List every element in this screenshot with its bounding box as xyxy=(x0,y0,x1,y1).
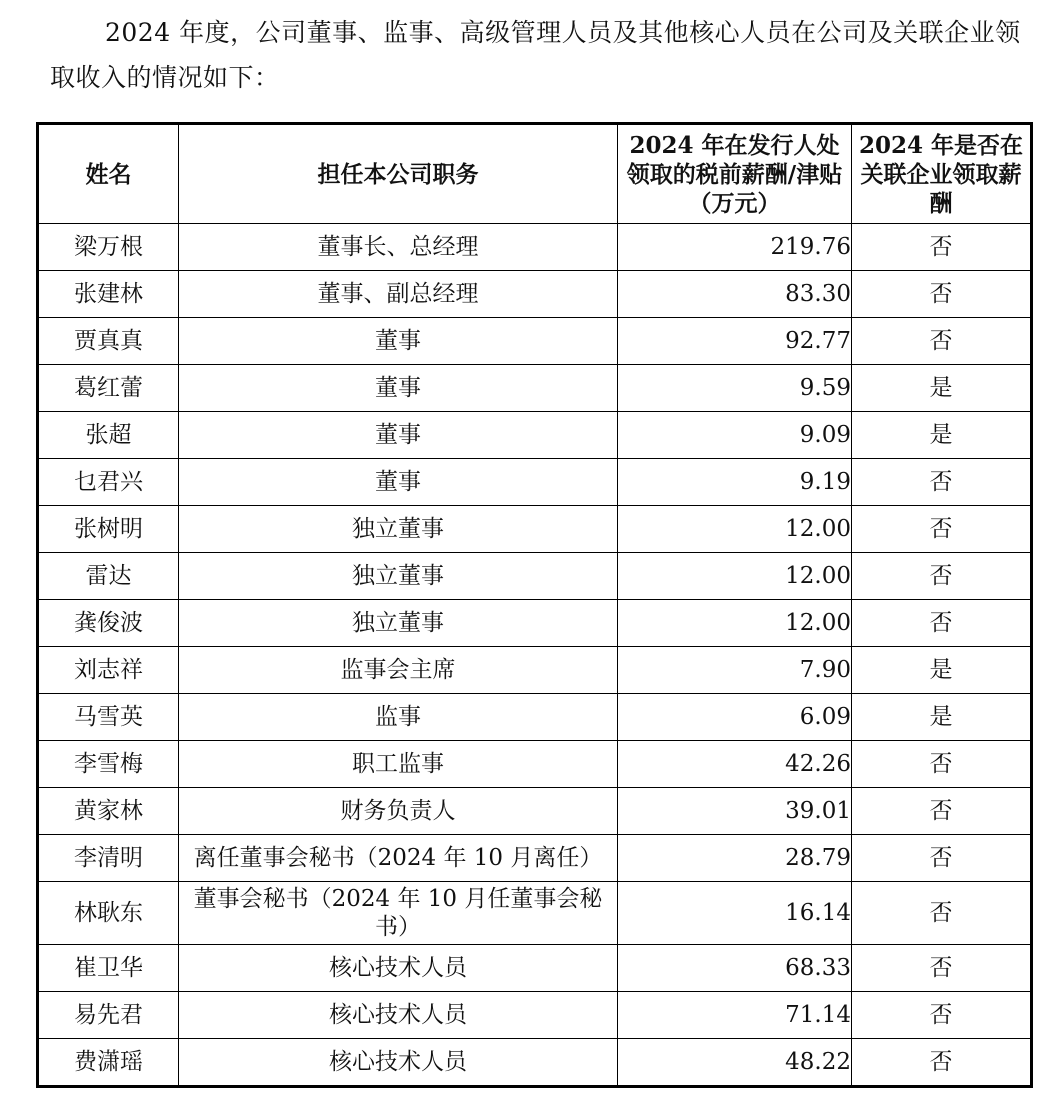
cell-position: 董事 xyxy=(179,365,618,412)
cell-pay: 219.76 xyxy=(618,224,852,271)
cell-pay: 12.00 xyxy=(618,506,852,553)
table-row xyxy=(38,553,1032,600)
cell-name: 张超 xyxy=(38,412,179,459)
cell-position: 董事 xyxy=(179,459,618,506)
cell-related: 否 xyxy=(852,271,1032,318)
cell-related: 否 xyxy=(852,459,1032,506)
cell-related: 是 xyxy=(852,647,1032,694)
intro-paragraph: 2024 年度，公司董事、监事、高级管理人员及其他核心人员在公司及关联企业领取收入的情况如下： xyxy=(50,18,1021,92)
cell-position: 独立董事 xyxy=(179,600,618,647)
table-row xyxy=(38,365,1032,412)
cell-name: 乜君兴 xyxy=(38,459,179,506)
cell-pay: 9.09 xyxy=(618,412,852,459)
table-row xyxy=(38,992,1032,1039)
cell-position: 独立董事 xyxy=(179,506,618,553)
header-pay: 2024 年在发行人处领取的税前薪酬/津贴（万元） xyxy=(618,124,852,224)
table-row xyxy=(38,1039,1032,1087)
cell-name: 雷达 xyxy=(38,553,179,600)
cell-related: 否 xyxy=(852,553,1032,600)
cell-position: 监事会主席 xyxy=(179,647,618,694)
cell-related: 否 xyxy=(852,506,1032,553)
cell-related: 否 xyxy=(852,318,1032,365)
cell-pay: 9.19 xyxy=(618,459,852,506)
header-name: 姓名 xyxy=(38,124,179,224)
cell-position: 离任董事会秘书（2024 年 10 月离任） xyxy=(179,835,618,882)
cell-name: 崔卫华 xyxy=(38,945,179,992)
cell-pay: 16.14 xyxy=(618,882,852,945)
cell-related: 否 xyxy=(852,788,1032,835)
cell-position: 独立董事 xyxy=(179,553,618,600)
cell-pay: 48.22 xyxy=(618,1039,852,1087)
table-row xyxy=(38,788,1032,835)
cell-name: 易先君 xyxy=(38,992,179,1039)
cell-pay: 71.14 xyxy=(618,992,852,1039)
cell-name: 李雪梅 xyxy=(38,741,179,788)
cell-pay: 39.01 xyxy=(618,788,852,835)
cell-position: 董事、副总经理 xyxy=(179,271,618,318)
cell-name: 张树明 xyxy=(38,506,179,553)
cell-related: 否 xyxy=(852,600,1032,647)
table-row xyxy=(38,945,1032,992)
cell-position: 财务负责人 xyxy=(179,788,618,835)
cell-pay: 7.90 xyxy=(618,647,852,694)
header-position: 担任本公司职务 xyxy=(179,124,618,224)
compensation-table xyxy=(36,122,1033,1088)
cell-pay: 12.00 xyxy=(618,600,852,647)
cell-name: 张建林 xyxy=(38,271,179,318)
cell-related: 否 xyxy=(852,835,1032,882)
cell-related: 是 xyxy=(852,412,1032,459)
cell-related: 否 xyxy=(852,1039,1032,1087)
table-row xyxy=(38,459,1032,506)
cell-name: 龚俊波 xyxy=(38,600,179,647)
cell-related: 否 xyxy=(852,945,1032,992)
cell-pay: 6.09 xyxy=(618,694,852,741)
cell-related: 否 xyxy=(852,741,1032,788)
cell-name: 刘志祥 xyxy=(38,647,179,694)
cell-name: 黄家林 xyxy=(38,788,179,835)
table-row xyxy=(38,271,1032,318)
cell-position: 职工监事 xyxy=(179,741,618,788)
cell-pay: 28.79 xyxy=(618,835,852,882)
cell-name: 贾真真 xyxy=(38,318,179,365)
cell-name: 马雪英 xyxy=(38,694,179,741)
table-row xyxy=(38,412,1032,459)
cell-position: 董事长、总经理 xyxy=(179,224,618,271)
cell-position: 核心技术人员 xyxy=(179,992,618,1039)
table-row xyxy=(38,506,1032,553)
header-related: 2024 年是否在关联企业领取薪酬 xyxy=(852,124,1032,224)
table-row xyxy=(38,318,1032,365)
cell-pay: 68.33 xyxy=(618,945,852,992)
cell-related: 否 xyxy=(852,992,1032,1039)
table-row xyxy=(38,647,1032,694)
cell-position: 核心技术人员 xyxy=(179,945,618,992)
table-row xyxy=(38,741,1032,788)
cell-related: 否 xyxy=(852,882,1032,945)
cell-name: 梁万根 xyxy=(38,224,179,271)
cell-position: 监事 xyxy=(179,694,618,741)
cell-position: 董事 xyxy=(179,412,618,459)
cell-related: 否 xyxy=(852,224,1032,271)
cell-name: 费潇瑶 xyxy=(38,1039,179,1087)
cell-position: 董事会秘书（2024 年 10 月任董事会秘书） xyxy=(179,882,618,945)
cell-position: 核心技术人员 xyxy=(179,1039,618,1087)
cell-name: 林耿东 xyxy=(38,882,179,945)
table-row xyxy=(38,694,1032,741)
cell-name: 李清明 xyxy=(38,835,179,882)
table-row xyxy=(38,882,1032,945)
cell-pay: 83.30 xyxy=(618,271,852,318)
cell-pay: 42.26 xyxy=(618,741,852,788)
cell-related: 是 xyxy=(852,365,1032,412)
cell-pay: 12.00 xyxy=(618,553,852,600)
cell-pay: 9.59 xyxy=(618,365,852,412)
table-row xyxy=(38,600,1032,647)
cell-name: 葛红蕾 xyxy=(38,365,179,412)
cell-pay: 92.77 xyxy=(618,318,852,365)
table-header-row xyxy=(38,124,1032,224)
cell-position: 董事 xyxy=(179,318,618,365)
table-row xyxy=(38,835,1032,882)
table-row xyxy=(38,224,1032,271)
cell-related: 是 xyxy=(852,694,1032,741)
